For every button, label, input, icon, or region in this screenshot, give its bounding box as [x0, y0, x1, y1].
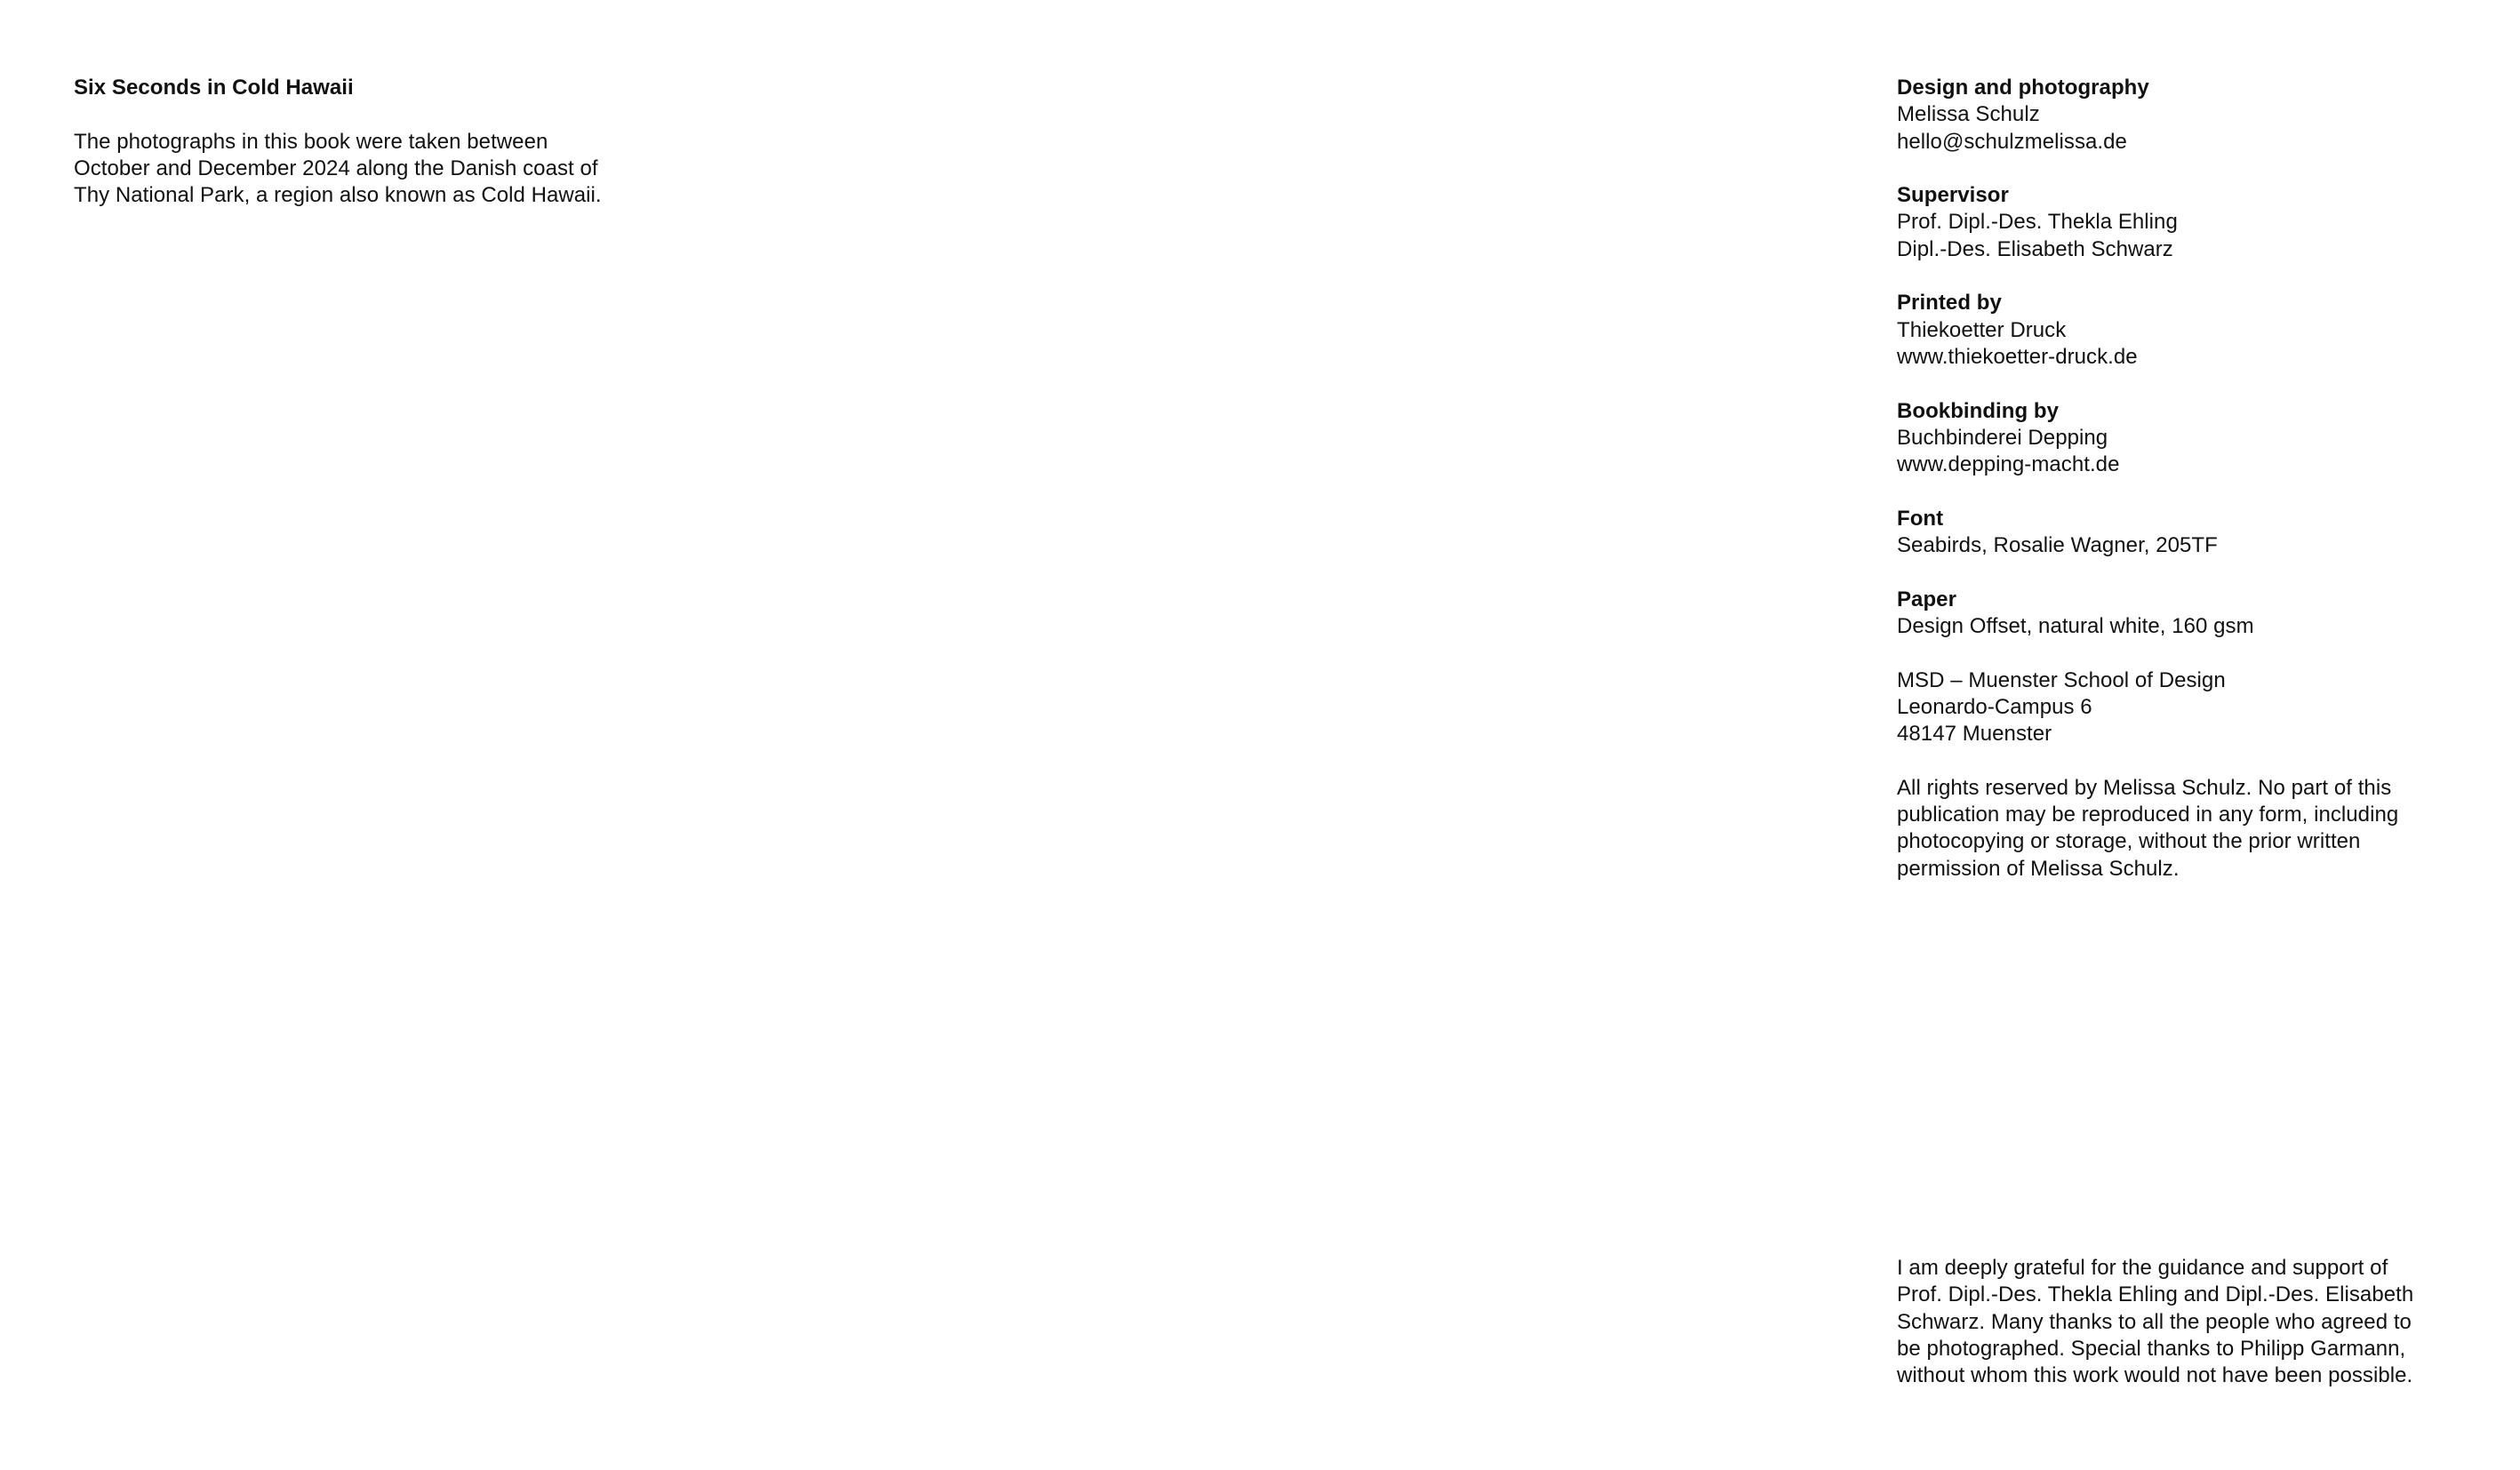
credit-heading-supervisor: Supervisor [1897, 183, 2009, 208]
intro-text: The photographs in this book were taken between October and December 2024 along the Danish coast of Thy National Park, a region also known as Cold Hawaii. [74, 129, 602, 208]
acknowledgements-block [1897, 1255, 2448, 1389]
credit-bookbinding [1897, 398, 2448, 479]
acknowledgements-text: I am deeply grateful for the guidance and support of Prof. Dipl.-Des. Thekla Ehling and Dipl.-Des. Elisabeth Schwarz. Many thanks to all the people who agreed to be photographed. Special thanks to Philipp Garmann, without whom this work would not have been possible. [1897, 1256, 2414, 1388]
school-name: MSD – Muenster School of Design [1897, 667, 2226, 692]
font-names: Seabirds, Rosalie Wagner, 205TF [1897, 533, 2218, 558]
credit-heading-printer: Printed by [1897, 291, 2002, 316]
school-address [1897, 667, 2448, 748]
credit-paper [1897, 587, 2448, 641]
supervisor-name-1: Prof. Dipl.-Des. Thekla Ehling [1897, 210, 2178, 235]
designer-name: Melissa Schulz [1897, 102, 2040, 127]
credit-font [1897, 506, 2448, 560]
credit-design [1897, 75, 2448, 156]
printer-website: www.thiekoetter-druck.de [1897, 344, 2138, 369]
designer-email: hello@schulzmelissa.de [1897, 129, 2127, 154]
right-page [1260, 0, 2520, 1470]
credit-heading-font: Font [1897, 506, 1944, 531]
paper-details: Design Offset, natural white, 160 gsm [1897, 613, 2254, 638]
supervisor-name-2: Dipl.-Des. Elisabeth Schwarz [1897, 236, 2173, 261]
credit-supervisor [1897, 182, 2448, 263]
credit-printer [1897, 290, 2448, 371]
intro-block [74, 75, 643, 209]
credit-heading-paper: Paper [1897, 587, 1956, 611]
book-title: Six Seconds in Cold Hawaii [74, 76, 354, 100]
school-street: Leonardo-Campus 6 [1897, 694, 2092, 719]
credit-heading-bookbinding: Bookbinding by [1897, 398, 2060, 423]
school-city: 48147 Muenster [1897, 722, 2052, 747]
credit-heading-design: Design and photography [1897, 76, 2149, 100]
bookbinder-name: Buchbinderei Depping [1897, 425, 2108, 450]
rights-notice: All rights reserved by Melissa Schulz. No part of this publication may be reproduced in any form, including photocopying or storage, without the prior written permission of Melissa Schulz. [1897, 775, 2399, 881]
printer-name: Thiekoetter Druck [1897, 317, 2067, 342]
colophon [1897, 75, 2448, 883]
bookbinder-website: www.depping-macht.de [1897, 452, 2120, 477]
